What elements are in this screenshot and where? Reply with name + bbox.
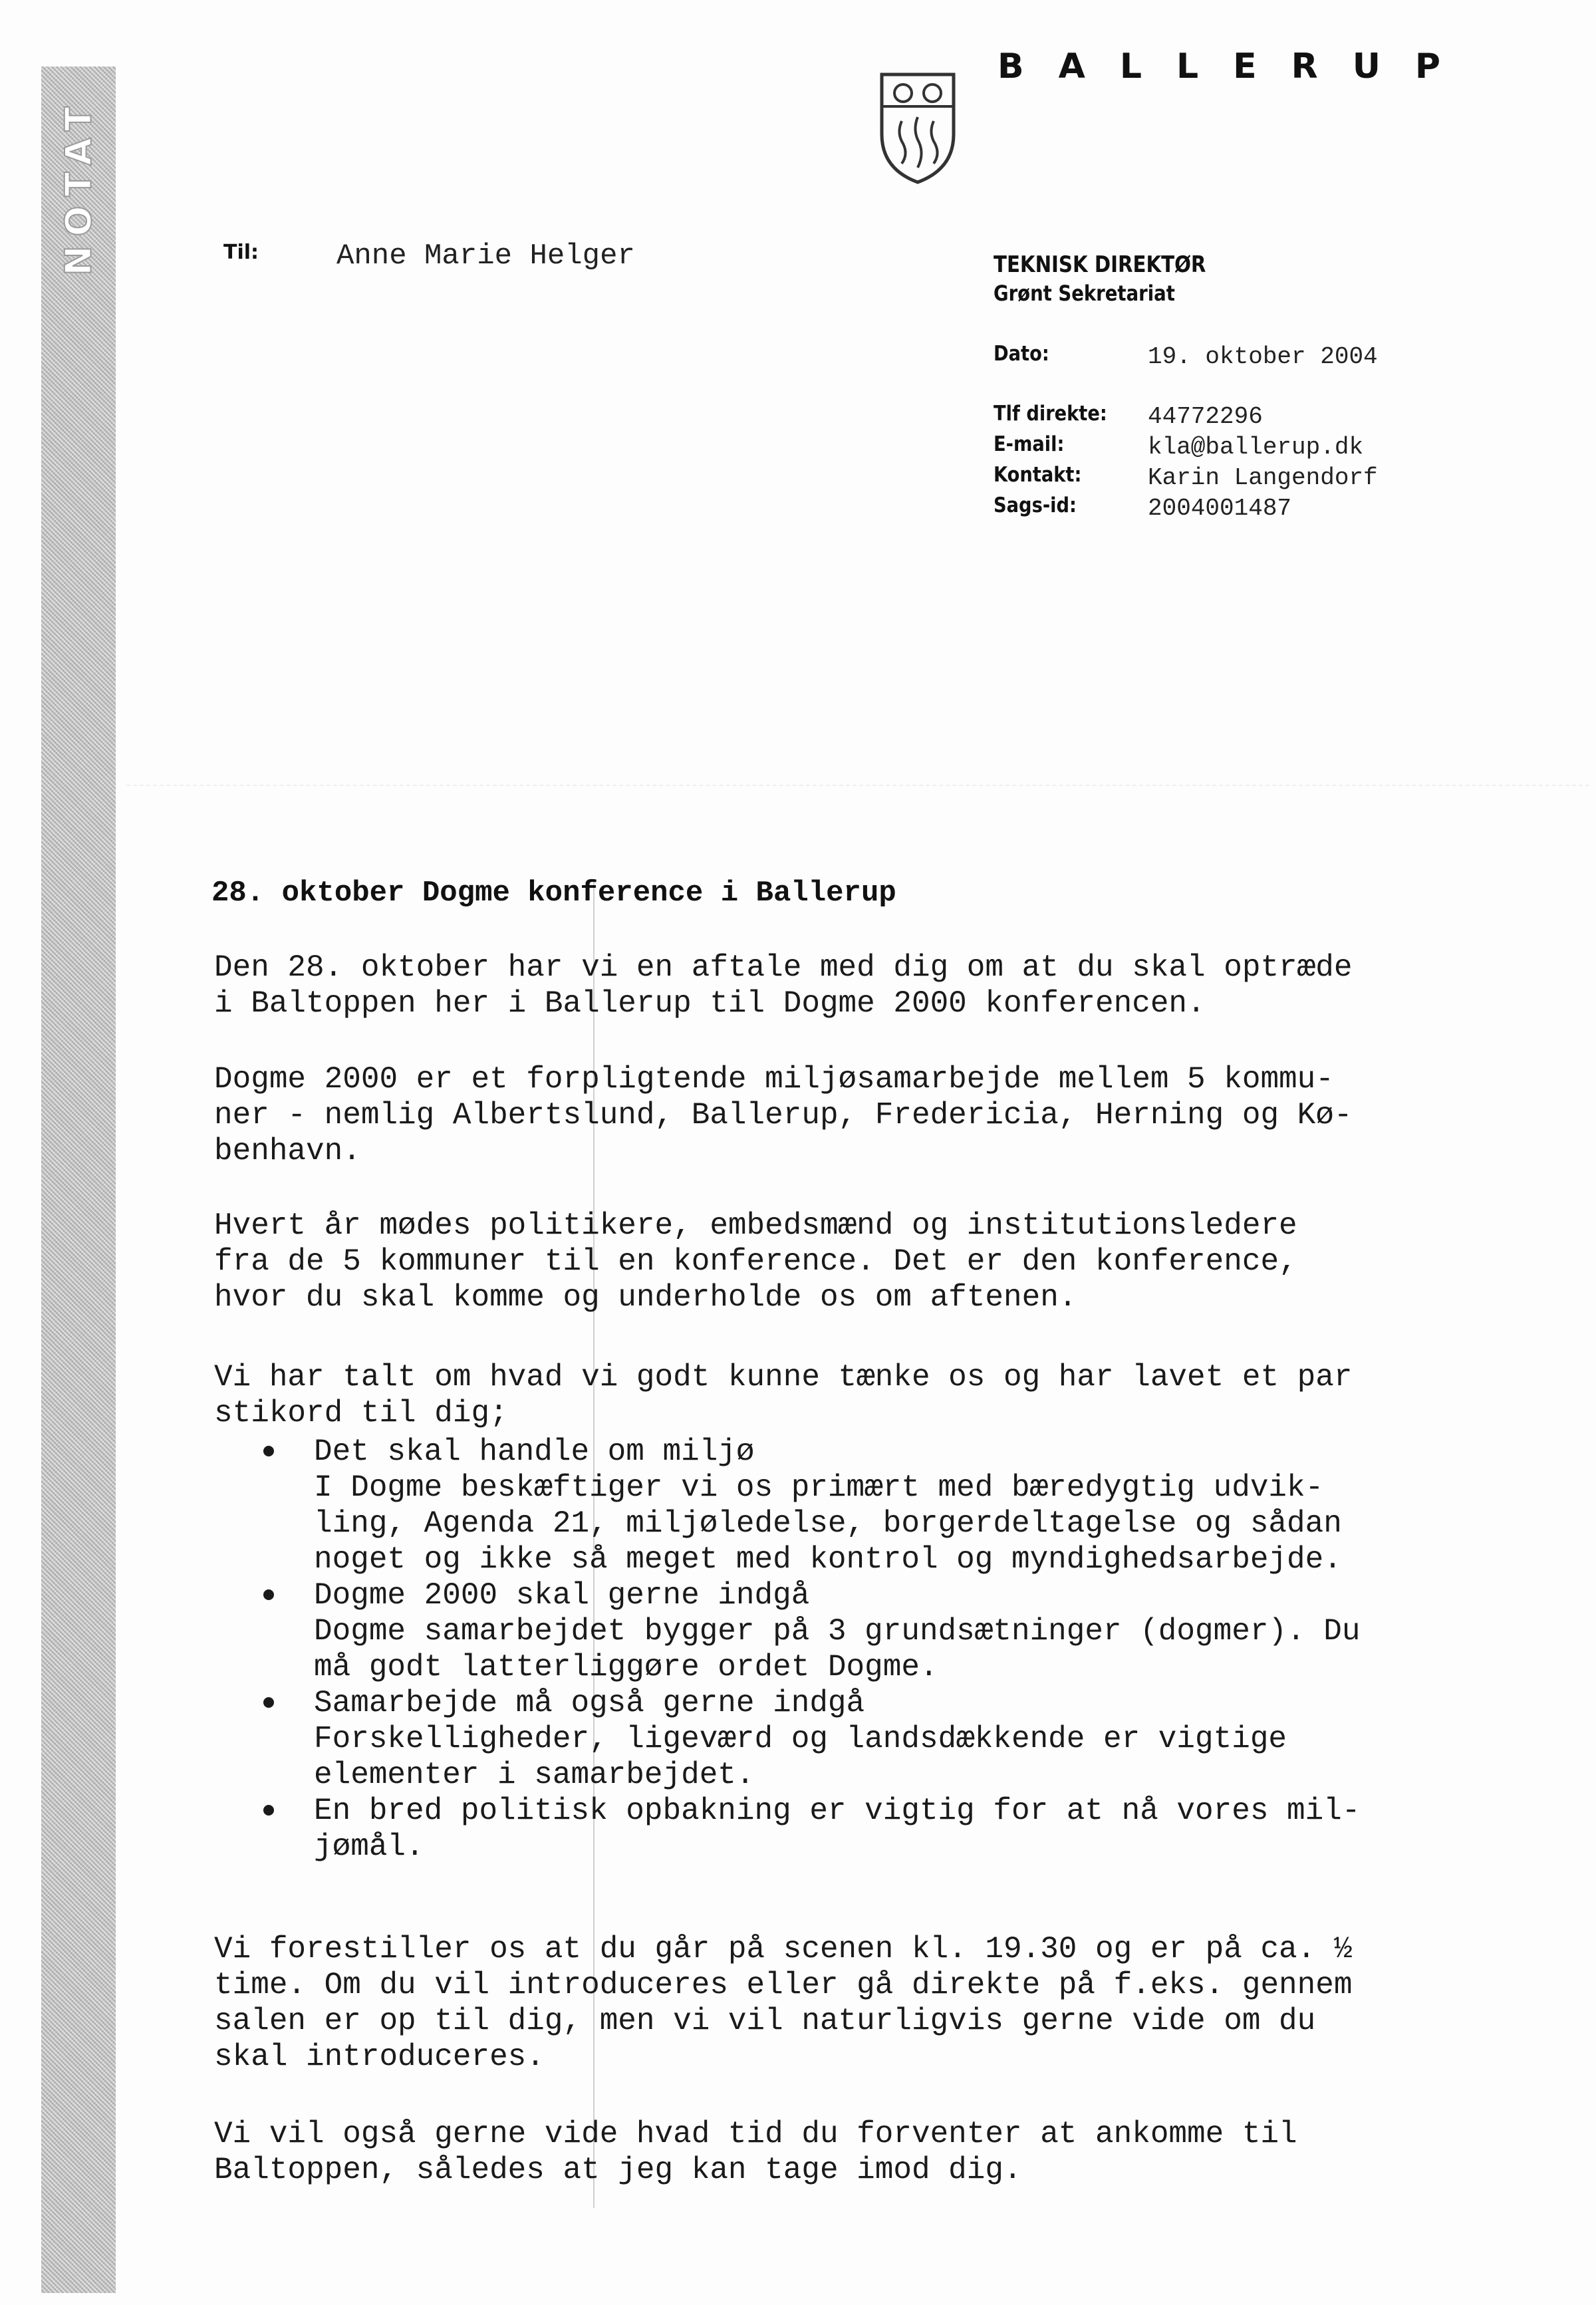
paragraph-1: Den 28. oktober har vi en aftale med dig om at du skal optræde i Baltoppen her i Ballerup til Dogme 2000 konferencen. (214, 950, 1353, 1021)
paragraph-2: Dogme 2000 er et forpligtende miljøsamarbejde mellem 5 kommu- ner - nemlig Albertslund, Ballerup, Fredericia, Herning og Kø- benhavn. (214, 1062, 1353, 1168)
list-item-text: Samarbejde må også gerne indgå Forskelligheder, ligeværd og landsdækkende er vigtige elementer i samarbejdet. (314, 1686, 1287, 1792)
sender-section: Grønt Sekretariat (994, 281, 1175, 306)
sender-department: TEKNISK DIREKTØR (994, 251, 1206, 278)
memo-heading: 28. oktober Dogme konference i Ballerup (211, 877, 896, 910)
list-item-text: Det skal handle om miljø I Dogme beskæftiger vi os primært med bæredygtig udvik- ling, Agenda 21, miljøledelse, borgerdeltagelse og sådan noget og ikke så meget med kontrol og myndighedsarbejde. (314, 1434, 1342, 1577)
phone-label: Tlf direkte: (994, 402, 1107, 426)
phone-value: 44772296 (1148, 403, 1263, 430)
date-value: 19. oktober 2004 (1148, 343, 1378, 370)
paragraph-3: Hvert år mødes politikere, embedsmænd og institutionsledere fra de 5 kommuner til en konference. Det er den konference, hvor du skal komme og underholde os om aftenen. (214, 1208, 1297, 1315)
brand-name: BALLERUP (998, 47, 1476, 86)
fold-line (126, 785, 1589, 786)
paragraph-5: Vi forestiller os at du går på scenen kl. 19.30 og er på ca. ½ time. Om du vil introduceres eller gå direkte på f.eks. gennem salen er op til dig, men vi vil naturligvis gerne vide om du skal introduceres. (214, 1932, 1353, 2074)
bullet-icon (263, 1697, 274, 1708)
date-label: Dato: (994, 342, 1049, 366)
case-id-label: Sags-id: (994, 493, 1077, 517)
ballerup-crest-icon (876, 69, 959, 186)
paragraph-4: Vi har talt om hvad vi godt kunne tænke os og har lavet et par stikord til dig; (214, 1360, 1353, 1430)
notat-side-strip (41, 67, 116, 2293)
talking-points-list (214, 1434, 1478, 1865)
bullet-icon (263, 1589, 274, 1600)
email-value[interactable]: kla@ballerup.dk (1148, 434, 1364, 461)
list-item-text: Dogme 2000 skal gerne indgå Dogme samarbejdet bygger på 3 grundsætninger (dogmer). Du må godt latterliggøre ordet Dogme. (314, 1578, 1361, 1685)
case-id-value: 2004001487 (1148, 495, 1292, 522)
recipient-label: Til: (223, 241, 259, 264)
list-item (214, 1685, 1478, 1793)
bullet-icon (263, 1446, 274, 1456)
list-item (214, 1577, 1478, 1685)
contact-label: Kontakt: (994, 463, 1082, 487)
bullet-icon (263, 1805, 274, 1816)
email-label: E-mail: (994, 432, 1065, 456)
paragraph-6: Vi vil også gerne vide hvad tid du forventer at ankomme til Baltoppen, således at jeg kan tage imod dig. (214, 2117, 1297, 2187)
list-item (214, 1434, 1478, 1577)
contact-value: Karin Langendorf (1148, 464, 1378, 491)
notat-label-box (57, 80, 100, 293)
list-item-text: En bred politisk opbakning er vigtig for at nå vores mil- jømål. (314, 1794, 1361, 1864)
recipient-name: Anne Marie Helger (336, 239, 635, 273)
list-item (214, 1793, 1478, 1865)
notat-label: NOTAT (57, 96, 100, 276)
